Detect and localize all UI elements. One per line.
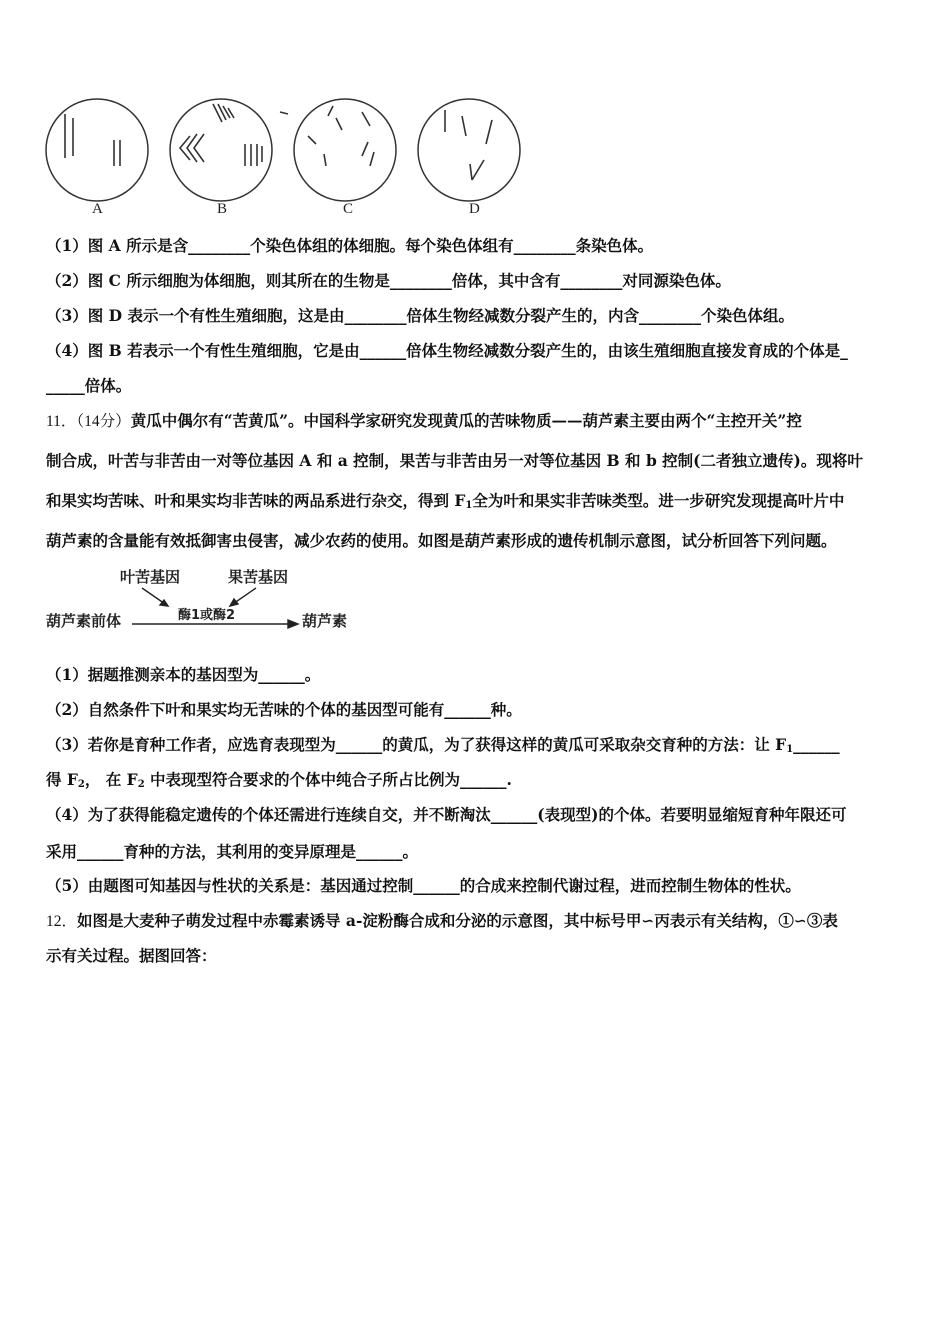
subscript: 1: [786, 744, 794, 755]
q11-item-4-cont: 采用______育种的方法，其利用的变异原理是______。: [46, 842, 419, 861]
q10-item-1: （1）图 A 所示是含________个染色体组的体细胞。每个染色体组有________条染色体。: [46, 236, 654, 255]
q12-line-1: [46, 911, 906, 932]
question-number: 12．: [46, 913, 78, 930]
q11-item-5: （5）由题图可知基因与性状的关系是：基因通过控制______的合成来控制代谢过程，进而控制生物体的性状。: [46, 876, 801, 895]
cell-label-a: A: [92, 201, 103, 217]
q11-text: 中表现型符合要求的个体中纯合子所占比例为______.: [144, 770, 512, 789]
subscript: 2: [137, 779, 145, 790]
leaf-bitter-gene-label: 叶苦基因: [120, 568, 181, 586]
q11-text: ， 在 F: [84, 770, 138, 789]
q11-item-4: （4）为了获得能稳定遗传的个体还需进行连续自交，并不断淘汰______(表现型)的个体。若要明显缩短育种年限还可: [46, 805, 847, 824]
q11-item-3-cont: [46, 770, 906, 795]
cell-c: [294, 99, 396, 201]
cell-label-d: D: [469, 201, 480, 217]
cell-label-c: C: [343, 201, 354, 217]
q10-item-2: （2）图 C 所示细胞为体细胞，则其所在的生物是________倍体，其中含有________对同源染色体。: [46, 271, 731, 290]
q11-item-1: （1）据题推测亲本的基因型为______。: [46, 665, 321, 684]
q10-item-3: （3）图 D 表示一个有性生殖细胞，这是由________倍体生物经减数分裂产生的，内含________个染色体组。: [46, 306, 795, 325]
q12-text: 如图是大麦种子萌发过程中赤霉素诱导 a-淀粉酶合成和分泌的示意图，其中标号甲∽丙表示有关结构，①∽③表: [77, 911, 838, 930]
precursor-label: 葫芦素前体: [46, 612, 122, 630]
diagram-arrows: [44, 562, 374, 634]
q12-line-2: 示有关过程。据图回答：: [46, 946, 217, 965]
q11-text: 黄瓜中偶尔有“苦黄瓜”。中国科学家研究发现黄瓜的苦味物质——葫芦素主要由两个“主控开关”控: [130, 411, 802, 430]
cell-label-b: B: [217, 201, 228, 217]
cell-b: [170, 99, 288, 201]
q11-item-2: （2）自然条件下叶和果实均无苦味的个体的基因型可能有______种。: [46, 700, 522, 719]
q11-text: 全为叶和果实非苦味类型。进一步研究发现提高叶片中: [472, 491, 845, 510]
q11-line-3: [46, 491, 906, 516]
subscript: 1: [465, 500, 473, 511]
chromosome-cells-figure: [40, 96, 530, 222]
q10-item-4-cont: _____倍体。: [46, 376, 132, 395]
cell-a: [46, 99, 148, 201]
q11-line-4: 葫芦素的含量能有效抵御害虫侵害，减少农药的使用。如图是葫芦素形成的遗传机制示意图，试分析回答下列问题。: [46, 531, 837, 550]
q11-text: ______: [793, 735, 840, 754]
enzyme-label: 酶1或酶2: [178, 608, 236, 623]
q10-item-4: （4）图 B 若表示一个有性生殖细胞，它是由______倍体生物经减数分裂产生的，由该生殖细胞直接发育成的个体是_: [46, 341, 848, 360]
product-label: 葫芦素: [302, 612, 348, 630]
cell-d: [418, 99, 520, 201]
q11-text: 和果实均苦味、叶和果实均非苦味的两品系进行杂交，得到 F: [46, 491, 466, 510]
subscript: 2: [77, 779, 85, 790]
cucurbitacin-mechanism-diagram: [44, 562, 374, 634]
fruit-bitter-gene-label: 果苦基因: [228, 568, 289, 586]
q11-line-1: [46, 411, 906, 432]
q11-line-2: 制合成，叶苦与非苦由一对等位基因 A 和 a 控制，果苦与非苦由另一对等位基因 B 和 b 控制(二者独立遗传)。现将叶: [46, 451, 863, 470]
q11-item-3: [46, 735, 906, 760]
q11-text: （3）若你是育种工作者，应选育表现型为______的黄瓜，为了获得这样的黄瓜可采取杂交育种的方法：让 F: [46, 735, 787, 754]
q11-text: 得 F: [46, 770, 78, 789]
question-number: 11．（14分）: [46, 413, 131, 430]
